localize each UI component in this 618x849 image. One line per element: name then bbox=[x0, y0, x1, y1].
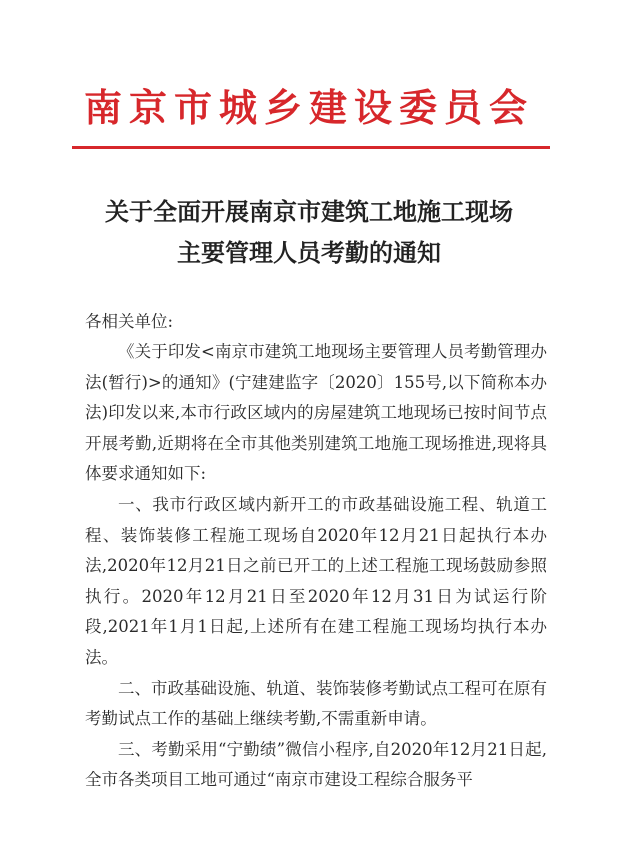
letterhead-org-name: 南京市城乡建设委员会 bbox=[83, 85, 534, 130]
salutation: 各相关单位: bbox=[85, 312, 174, 331]
paragraph-item-2: 二、市政基础设施、轨道、装饰装修考勤试点工程可在原有考勤试点工作的基础上继续考勤,不需重新申请。 bbox=[85, 678, 547, 729]
document-title-line-1: 关于全面开展南京市建筑工地施工现场 bbox=[105, 198, 513, 226]
document-title-line-2: 主要管理人员考勤的通知 bbox=[177, 239, 441, 267]
paragraph-intro: 《关于印发<南京市建筑工地现场主要管理人员考勤管理办法(暂行)>的通知》(宁建建监字〔2020〕155号,以下简称本办法)印发以来,本市行政区域内的房屋建筑工地现场已按时间节点开展考勤,近期将在全市其他类别建筑工地施工现场推进,现将具体要求通知如下: bbox=[85, 342, 547, 484]
paragraph-item-3: 三、考勤采用“宁勤绩”微信小程序,自2020年12月21日起,全市各类项目工地可通过“南京市建设工程综合服务平 bbox=[85, 739, 547, 790]
body-paragraphs bbox=[85, 337, 547, 796]
paragraph-item-1: 一、我市行政区域内新开工的市政基础设施工程、轨道工程、装饰装修工程施工现场自2020年12月21日起执行本办法,2020年12月21日之前已开工的上述工程施工现场鼓励参照执行。2020年12月21日至2020年12月31日为试运行阶段,2021年1月1日起,上述所有在建工程施工现场均执行本办法。 bbox=[85, 494, 547, 667]
letterhead-red-rule bbox=[72, 146, 550, 149]
